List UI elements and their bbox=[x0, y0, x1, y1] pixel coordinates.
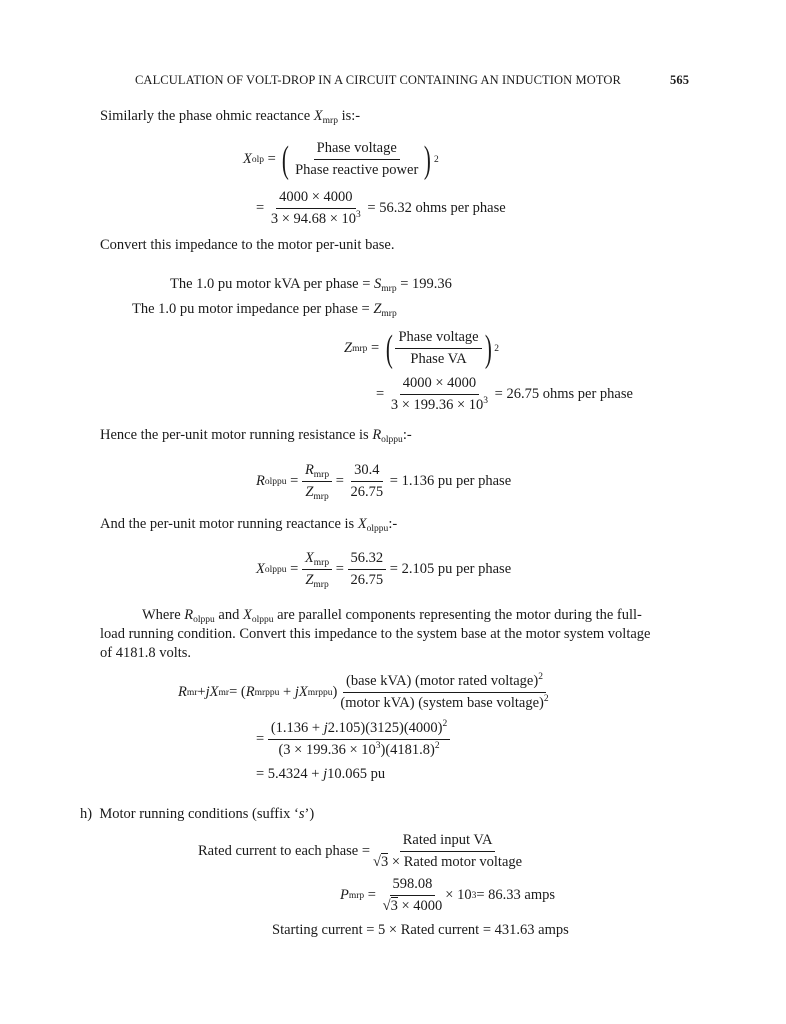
equation-pmrp: P mrp = $\frac{598.08}{√3 \times 4000}$ × 10 3 = 86.33 amps bbox=[340, 876, 555, 914]
equation-zmrp: Z mrp = ( $\frac{\text{Phase voltage}}{\text{Phase VA}}$ ) 2 bbox=[344, 327, 500, 370]
page-number: 565 bbox=[670, 73, 690, 87]
paragraph-running-resistance: Hence the per-unit motor running resistance is $R_{olppu}:-$ bbox=[100, 427, 412, 445]
equation-system-base-result: = 5.4324 + j10.065 pu bbox=[256, 766, 386, 782]
paragraph-parallel-line2: load running condition. Convert this impedance to the system base at the motor system voltage bbox=[100, 626, 651, 642]
running-title: CALCULATION OF VOLT-DROP IN A CIRCUIT CONTAINING AN INDUCTION MOTOR bbox=[135, 73, 621, 87]
paragraph-parallel-line3: of 4181.8 volts. bbox=[100, 645, 192, 661]
equation-zmrp-label: The 1.0 pu motor impedance per phase = $Z_{mrp}$ bbox=[132, 301, 397, 319]
equation-rolppu: R olppu = $\frac{R_{mrp}}{Z_{mrp}}$ = $\frac{30.4}{26.75}$ = 1.136 pu per phase bbox=[256, 462, 512, 502]
paragraph-reactance-intro: Similarly the phase ohmic reactance $X_{mrp}$ is:- bbox=[100, 108, 361, 126]
equation-xolp: X olp = ( $\frac{\text{Phase voltage}}{\text{Phase reactive power}}$ ) 2 bbox=[243, 138, 439, 181]
equation-rated-current: Rated current to each phase = $\frac{\text{Rated input VA}}{\text{√3 × Rated motor voltage}}$ bbox=[198, 832, 523, 870]
paragraph-convert-base: Convert this impedance to the motor per-unit base. bbox=[100, 237, 395, 253]
paragraph-parallel-components: Where $R_{olppu}$ and $X_{olppu}$ are parallel components representing the motor during the full- bbox=[142, 607, 642, 625]
equation-xolp-value: = $\frac{4000 \times 4000}{3 \times 94.68 \times 10^3}$ = 56.32 ohms per phase bbox=[256, 189, 506, 227]
paragraph-running-reactance: And the per-unit motor running reactance is $X_{olppu}:-$ bbox=[100, 516, 398, 534]
equation-xolppu: X olppu = $\frac{X_{mrp}}{Z_{mrp}}$ = $\frac{56.32}{26.75}$ = 2.105 pu per phase bbox=[256, 550, 512, 590]
equation-smrp: The 1.0 pu motor kVA per phase = $S_{mrp} = 199.36$ bbox=[170, 276, 452, 294]
equation-system-base: R mr + j X mr = ( R mrppu + j X mrppu ) $\frac{(base kVA) (motor rated voltage)^2}{(motor kVA) (system base voltage)^2}$ bbox=[178, 672, 549, 711]
equation-starting-current: Starting current = 5 × Rated current = 431.63 amps bbox=[272, 922, 569, 938]
section-h-heading: h) Motor running conditions (suffix ‘s’) bbox=[80, 806, 315, 822]
equation-zmrp-value: = $\frac{4000 \times 4000}{3 \times 199.36 \times 10^3}$ = 26.75 ohms per phase bbox=[376, 375, 633, 413]
equation-system-base-substituted: = $\frac{(1.136 + j2.105)(3125)(4000)^2}{(3 \times 199.36 \times 10^3)(4181.8)^2}$ bbox=[256, 720, 450, 759]
